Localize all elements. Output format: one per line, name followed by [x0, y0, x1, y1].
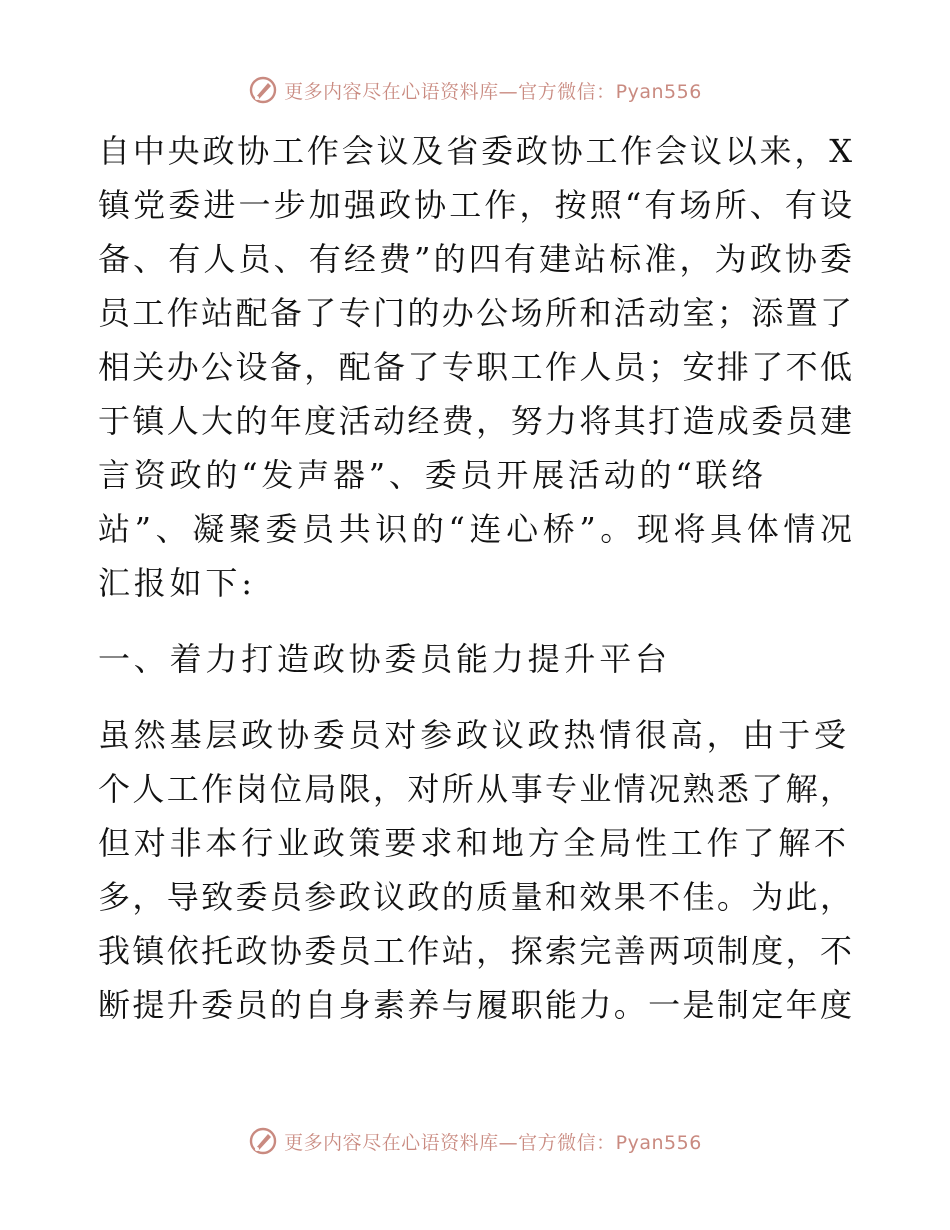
text-line: 自中央政协工作会议及省委政协工作会议以来，X	[98, 132, 852, 170]
section-heading: 一、着力打造政协委员能力提升平台	[98, 640, 671, 678]
paragraph-intro	[98, 124, 852, 610]
pen-logo-icon	[248, 1126, 278, 1156]
text-line: 断提升委员的自身素养与履职能力。一是制定年度	[98, 986, 852, 1024]
paragraph-section-one	[98, 708, 852, 1032]
text-line: 虽然基层政协委员对参政议政热情很高，由于受	[98, 716, 850, 754]
text-line: 员工作站配备了专门的办公场所和活动室；添置了	[98, 294, 852, 332]
text-line: 备、有人员、有经费”的四有建站标准，为政协委	[98, 240, 852, 278]
text-line: 我镇依托政协委员工作站，探索完善两项制度，不	[98, 932, 852, 970]
watermark-text: 更多内容尽在心语资料库—官方微信：Pyan556	[284, 1131, 702, 1154]
text-line: 言资政的“发声器”、委员开展活动的“联络	[98, 456, 768, 494]
watermark-text: 更多内容尽在心语资料库—官方微信：Pyan556	[284, 80, 702, 103]
pen-logo-icon	[248, 75, 278, 105]
text-line: 于镇人大的年度活动经费，努力将其打造成委员建	[98, 402, 852, 440]
text-line: 个人工作岗位局限，对所从事专业情况熟悉了解，	[98, 770, 852, 808]
text-line: 站”、凝聚委员共识的“连心桥”。现将具体情况	[98, 510, 852, 548]
text-line: 相关办公设备，配备了专职工作人员；安排了不低	[98, 348, 852, 386]
document-body	[98, 124, 852, 1032]
text-line: 但对非本行业政策要求和地方全局性工作了解不	[98, 824, 850, 862]
footer-watermark	[0, 1121, 950, 1161]
header-watermark	[0, 70, 950, 110]
text-line: 汇报如下:	[98, 564, 256, 602]
text-line: 多，导致委员参政议政的质量和效果不佳。为此，	[98, 878, 852, 916]
text-line: 镇党委进一步加强政协工作，按照“有场所、有设	[98, 186, 852, 224]
